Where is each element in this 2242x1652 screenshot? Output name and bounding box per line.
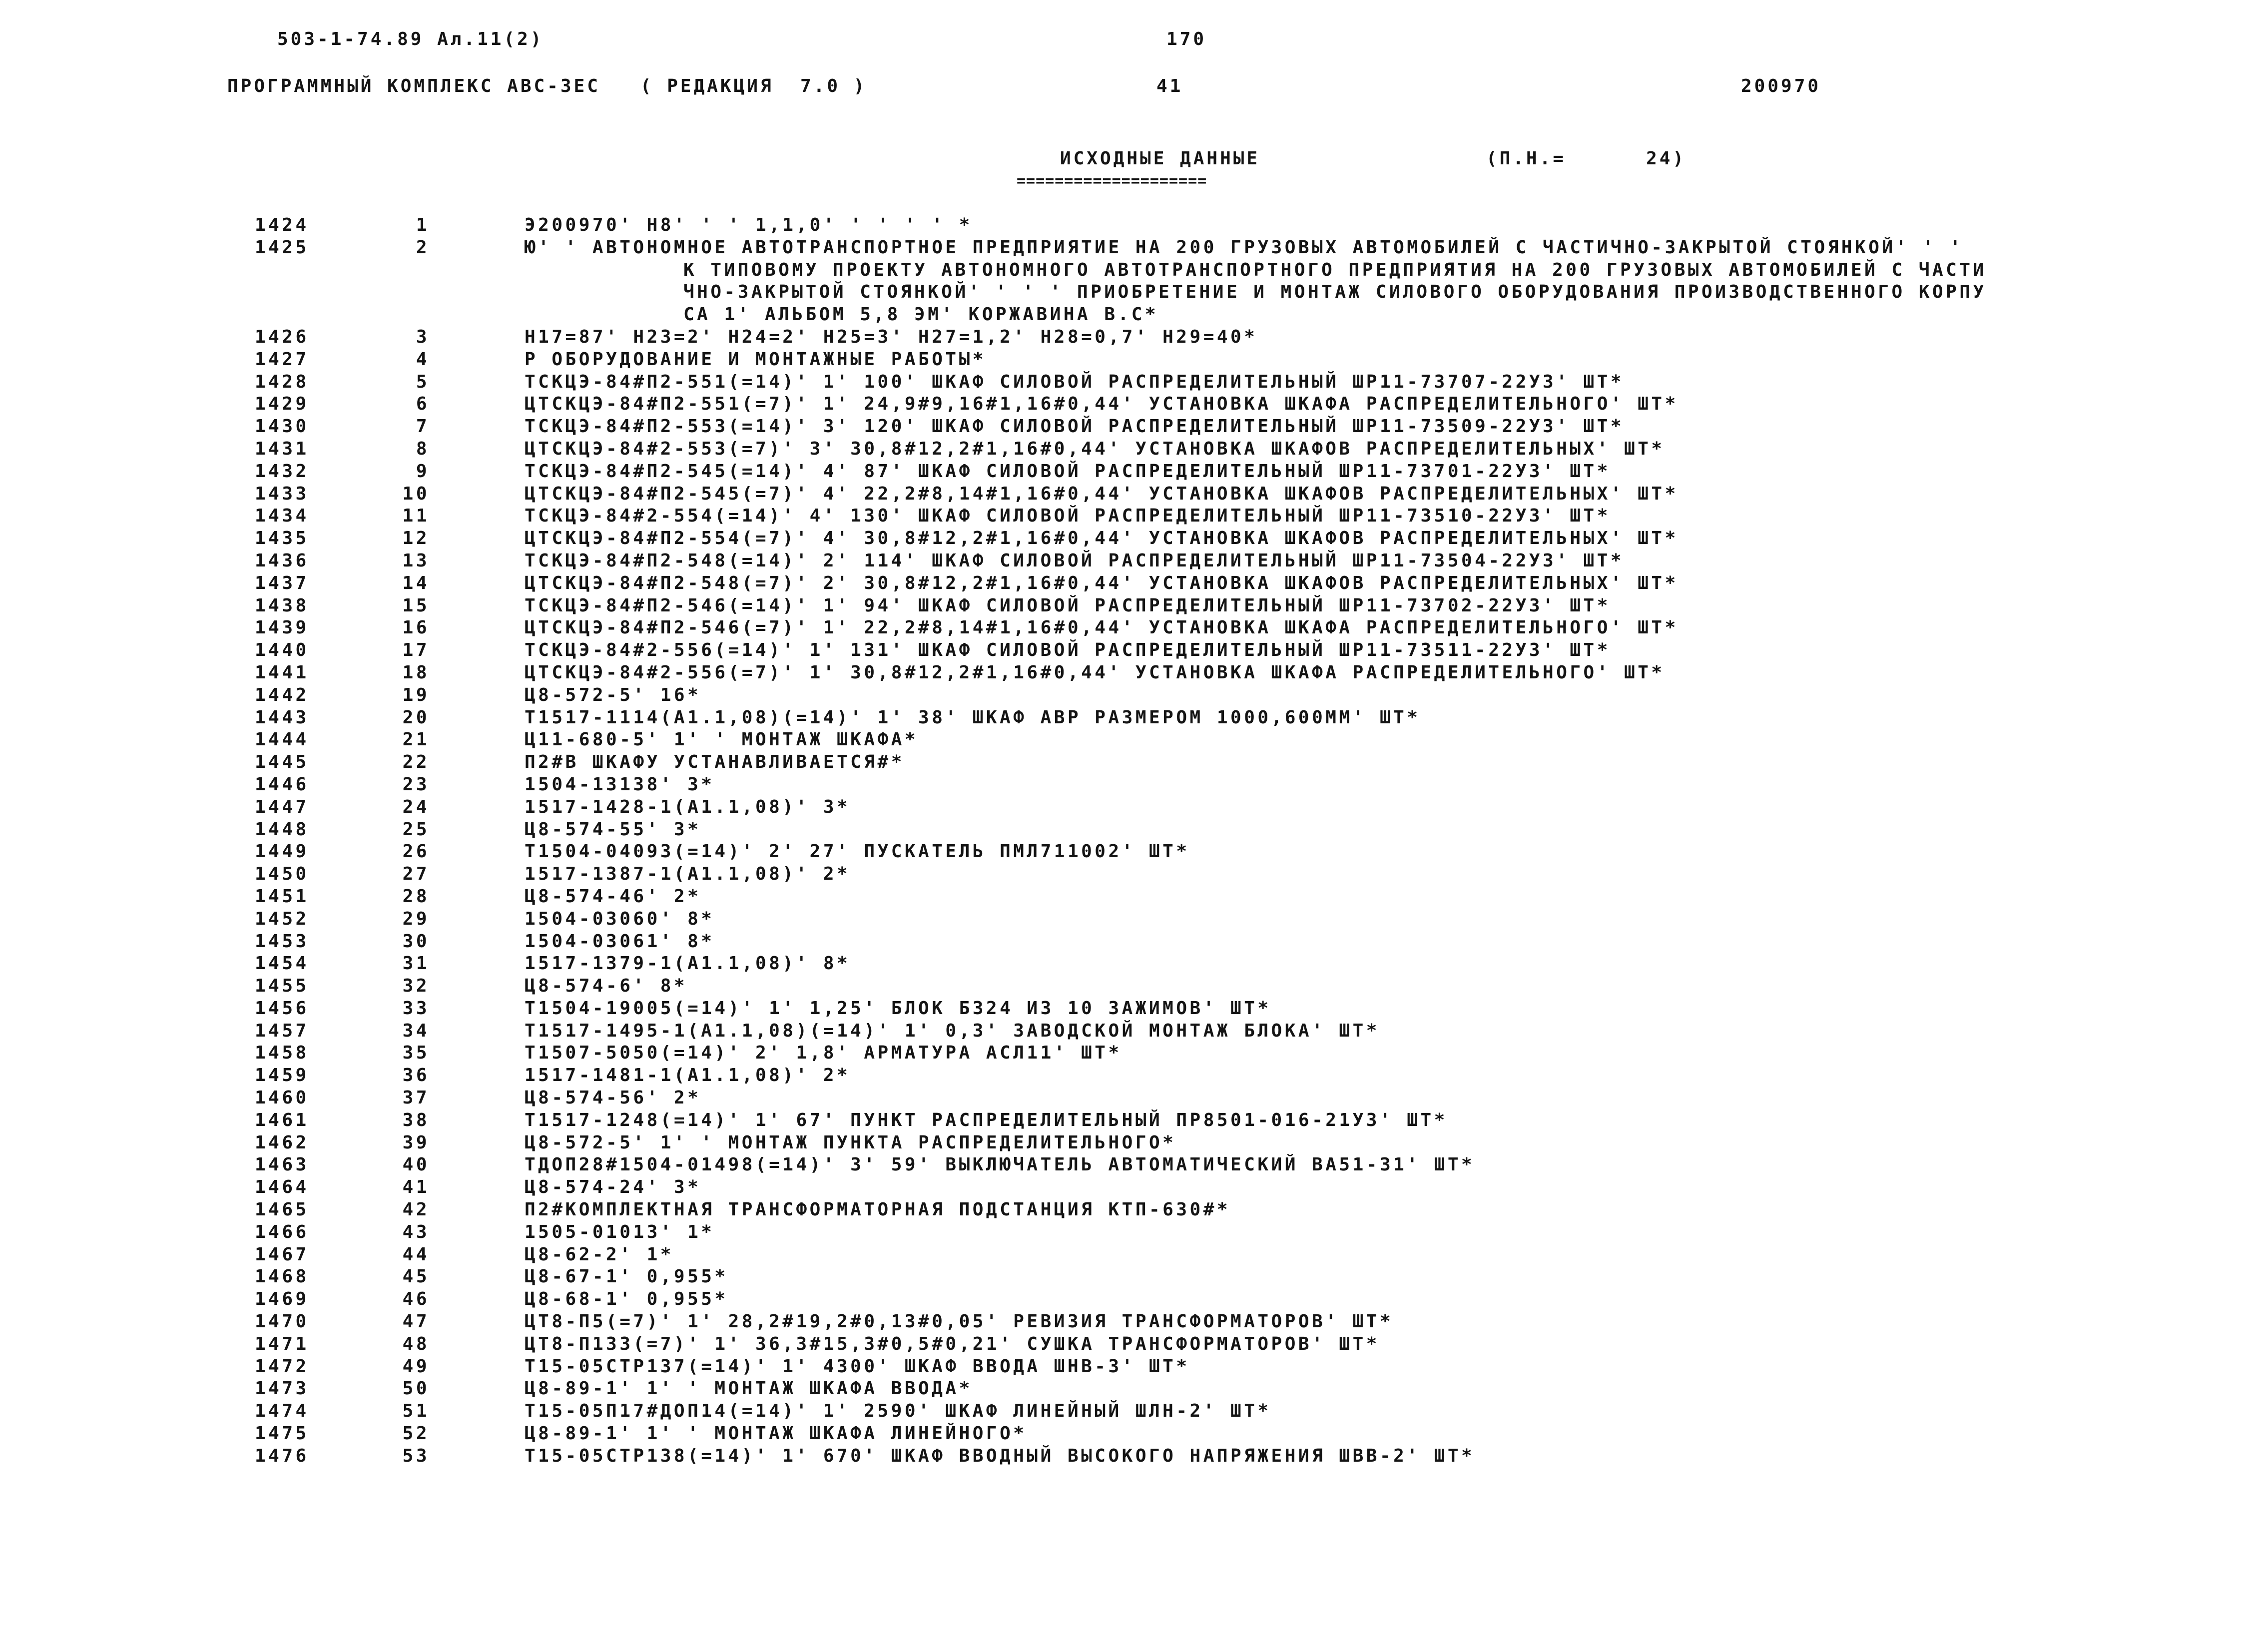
statement-number: 23 (402, 774, 430, 795)
statement-number: 53 (402, 1445, 430, 1466)
line-number: 1465 (255, 1199, 309, 1220)
line-number: 1441 (255, 662, 309, 683)
line-number: 1436 (255, 550, 309, 571)
statement-text: Ц8-574-46' 2* (525, 886, 701, 907)
statement-text: 1517-1379-1(А1.1,08)' 8* (525, 953, 851, 974)
line-number: 1426 (255, 326, 309, 347)
statement-number: 44 (402, 1244, 430, 1265)
statement-text: Ц8-574-6' 8* (525, 976, 688, 997)
line-number: 1443 (255, 707, 309, 728)
statement-number: 42 (402, 1199, 430, 1220)
statement-number: 50 (402, 1378, 430, 1399)
statement-number: 35 (402, 1043, 430, 1064)
statement-number: 16 (402, 617, 430, 638)
statement-number: 28 (402, 886, 430, 907)
line-number: 1463 (255, 1154, 309, 1175)
line-number: 1442 (255, 684, 309, 705)
statement-number: 36 (402, 1065, 430, 1086)
line-number: 1445 (255, 752, 309, 773)
statement-number: 24 (402, 796, 430, 817)
statement-number: 48 (402, 1333, 430, 1354)
statement-text: ТСКЦЭ-84#П2-551(=14)' 1' 100' ШКАФ СИЛОВОЙ РАСПРЕДЕЛИТЕЛЬНЫЙ ШР11-73707-22У3' ШТ* (525, 371, 1625, 392)
line-number: 1468 (255, 1266, 309, 1287)
line-number: 1432 (255, 461, 309, 482)
line-number: 1453 (255, 931, 309, 952)
line-number: 1438 (255, 595, 309, 616)
line-number: 1473 (255, 1378, 309, 1399)
line-number: 1424 (255, 215, 309, 235)
statement-text: Ц8-574-24' 3* (525, 1177, 701, 1198)
document-number: 200970 (1741, 76, 1821, 96)
statement-number: 17 (402, 640, 430, 661)
line-number: 1458 (255, 1043, 309, 1064)
statement-number: 12 (402, 528, 430, 549)
statement-text: СА 1' АЛЬБОМ 5,8 ЭМ' КОРЖАВИНА В.С* (683, 304, 1159, 325)
statement-number: 21 (402, 729, 430, 750)
statement-text: Ц8-89-1' 1' ' МОНТАЖ ШКАФА ЛИНЕЙНОГО* (525, 1423, 1027, 1444)
statement-text: Ц8-572-5' 16* (525, 684, 701, 705)
statement-number: 15 (402, 595, 430, 616)
statement-number: 8 (416, 438, 430, 459)
line-number: 1435 (255, 528, 309, 549)
statement-number: 18 (402, 662, 430, 683)
statement-text: Т15-05П17#ДОП14(=14)' 1' 2590' ШКАФ ЛИНЕЙНЫЙ ШЛН-2' ШТ* (525, 1401, 1271, 1422)
statement-number: 7 (416, 416, 430, 437)
line-number: 1476 (255, 1445, 309, 1466)
statement-text: 1517-1387-1(А1.1,08)' 2* (525, 864, 851, 885)
statement-text: 1517-1481-1(А1.1,08)' 2* (525, 1065, 851, 1086)
statement-text: Ц8-89-1' 1' ' МОНТАЖ ШКАФА ВВОДА* (525, 1378, 973, 1399)
statement-text: Т15-05СТР138(=14)' 1' 670' ШКАФ ВВОДНЫЙ ВЫСОКОГО НАПРЯЖЕНИЯ ШВВ-2' ШТ* (525, 1445, 1475, 1466)
line-number: 1446 (255, 774, 309, 795)
line-number: 1431 (255, 438, 309, 459)
statement-text: Ц8-574-56' 2* (525, 1088, 701, 1108)
statement-number: 3 (416, 326, 430, 347)
statement-text: ТСКЦЭ-84#П2-548(=14)' 2' 114' ШКАФ СИЛОВОЙ РАСПРЕДЕЛИТЕЛЬНЫЙ ШР11-73504-22У3' ШТ* (525, 550, 1625, 571)
statement-number: 29 (402, 908, 430, 929)
statement-number: 49 (402, 1356, 430, 1377)
statement-text: Ц8-62-2' 1* (525, 1244, 674, 1265)
line-number: 1449 (255, 841, 309, 862)
statement-text: Т1517-1248(=14)' 1' 67' ПУНКТ РАСПРЕДЕЛИТЕЛЬНЫЙ ПР8501-016-21У3' ШТ* (525, 1109, 1448, 1130)
statement-number: 32 (402, 976, 430, 997)
statement-text: ЧНО-ЗАКРЫТОЙ СТОЯНКОЙ' ' ' ' ПРИОБРЕТЕНИЕ И МОНТАЖ СИЛОВОГО ОБОРУДОВАНИЯ ПРОИЗВОДСТВЕННОГО КОРПУ (683, 282, 1987, 303)
statement-text: Н17=87' Н23=2' Н24=2' Н25=3' Н27=1,2' Н28=0,7' Н29=40* (525, 326, 1258, 347)
line-number: 1451 (255, 886, 309, 907)
statement-number: 1 (416, 215, 430, 235)
statement-text: П2#КОМПЛЕКТНАЯ ТРАНСФОРМАТОРНАЯ ПОДСТАНЦИЯ КТП-630#* (525, 1199, 1231, 1220)
statement-number: 10 (402, 483, 430, 504)
statement-number: 33 (402, 998, 430, 1019)
line-number: 1439 (255, 617, 309, 638)
statement-text: Ц8-68-1' 0,955* (525, 1289, 728, 1310)
statement-number: 5 (416, 371, 430, 392)
line-number: 1440 (255, 640, 309, 661)
line-number: 1460 (255, 1088, 309, 1108)
statement-number: 38 (402, 1109, 430, 1130)
statement-text: П2#В ШКАФУ УСТАНАВЛИВАЕТСЯ#* (525, 752, 905, 773)
line-number: 1466 (255, 1221, 309, 1242)
statement-text: ЦТСКЦЭ-84#П2-551(=7)' 1' 24,9#9,16#1,16#0,44' УСТАНОВКА ШКАФА РАСПРЕДЕЛИТЕЛЬНОГО' ШТ* (525, 394, 1679, 415)
statement-number: 6 (416, 394, 430, 415)
statement-text: Ц8-574-55' 3* (525, 819, 701, 840)
statement-text: Т1517-1114(А1.1,08)(=14)' 1' 38' ШКАФ АВР РАЗМЕРОМ 1000,600ММ' ШТ* (525, 707, 1421, 728)
statement-text: ЦТСКЦЭ-84#П2-546(=7)' 1' 22,2#8,14#1,16#0,44' УСТАНОВКА ШКАФА РАСПРЕДЕЛИТЕЛЬНОГО' ШТ* (525, 617, 1679, 638)
statement-number: 4 (416, 349, 430, 370)
line-number: 1434 (255, 506, 309, 527)
line-number: 1459 (255, 1065, 309, 1086)
line-number: 1428 (255, 371, 309, 392)
page-number: 170 (1166, 29, 1207, 49)
section-pn: (П.Н.= 24) (1486, 148, 1686, 169)
line-number: 1430 (255, 416, 309, 437)
statement-text: ЦТ8-П5(=7)' 1' 28,2#19,2#0,13#0,05' РЕВИЗИЯ ТРАНСФОРМАТОРОВ' ШТ* (525, 1311, 1394, 1332)
statement-text: Т1517-1495-1(А1.1,08)(=14)' 1' 0,3' ЗАВОДСКОЙ МОНТАЖ БЛОКА' ШТ* (525, 1020, 1380, 1041)
line-number: 1425 (255, 237, 309, 258)
statement-number: 34 (402, 1020, 430, 1041)
line-number: 1427 (255, 349, 309, 370)
statement-text: 1504-03060' 8* (525, 908, 715, 929)
statement-text: ЦТСКЦЭ-84#П2-545(=7)' 4' 22,2#8,14#1,16#0,44' УСТАНОВКА ШКАФОВ РАСПРЕДЕЛИТЕЛЬНЫХ' ШТ* (525, 483, 1679, 504)
statement-number: 19 (402, 684, 430, 705)
statement-number: 31 (402, 953, 430, 974)
statement-number: 13 (402, 550, 430, 571)
line-number: 1455 (255, 976, 309, 997)
line-number: 1474 (255, 1401, 309, 1422)
statement-text: Р ОБОРУДОВАНИЕ И МОНТАЖНЫЕ РАБОТЫ* (525, 349, 986, 370)
statement-number: 37 (402, 1088, 430, 1108)
statement-text: ЦТ8-П133(=7)' 1' 36,3#15,3#0,5#0,21' СУШКА ТРАНСФОРМАТОРОВ' ШТ* (525, 1333, 1380, 1354)
statement-text: ЦТСКЦЭ-84#2-553(=7)' 3' 30,8#12,2#1,16#0,44' УСТАНОВКА ШКАФОВ РАСПРЕДЕЛИТЕЛЬНЫХ' ШТ* (525, 438, 1665, 459)
statement-text: ТСКЦЭ-84#2-554(=14)' 4' 130' ШКАФ СИЛОВОЙ РАСПРЕДЕЛИТЕЛЬНЫЙ ШР11-73510-22У3' ШТ* (525, 506, 1611, 527)
statement-number: 45 (402, 1266, 430, 1287)
statement-number: 47 (402, 1311, 430, 1332)
statement-number: 46 (402, 1289, 430, 1310)
statement-text: ТСКЦЭ-84#2-556(=14)' 1' 131' ШКАФ СИЛОВОЙ РАСПРЕДЕЛИТЕЛЬНЫЙ ШР11-73511-22У3' ШТ* (525, 640, 1611, 661)
statement-text: 1517-1428-1(А1.1,08)' 3* (525, 796, 851, 817)
section-title: ИСХОДНЫЕ ДАННЫЕ (1060, 148, 1260, 169)
section-underline: ==================== (1017, 172, 1207, 190)
statement-text: ТСКЦЭ-84#П2-545(=14)' 4' 87' ШКАФ СИЛОВОЙ РАСПРЕДЕЛИТЕЛЬНЫЙ ШР11-73701-22У3' ШТ* (525, 461, 1611, 482)
line-number: 1461 (255, 1109, 309, 1130)
statement-text: Ц11-680-5' 1' ' МОНТАЖ ШКАФА* (525, 729, 919, 750)
statement-number: 40 (402, 1154, 430, 1175)
statement-text: 1504-03061' 8* (525, 931, 715, 952)
line-number: 1457 (255, 1020, 309, 1041)
statement-number: 39 (402, 1132, 430, 1153)
statement-text: Т1504-19005(=14)' 1' 1,25' БЛОК Б324 ИЗ 10 ЗАЖИМОВ' ШТ* (525, 998, 1271, 1019)
line-number: 1444 (255, 729, 309, 750)
statement-number: 9 (416, 461, 430, 482)
line-number: 1433 (255, 483, 309, 504)
line-number: 1450 (255, 864, 309, 885)
line-number: 1470 (255, 1311, 309, 1332)
statement-number: 30 (402, 931, 430, 952)
statement-text: 1504-13138' 3* (525, 774, 715, 795)
statement-text: 1505-01013' 1* (525, 1221, 715, 1242)
line-number: 1462 (255, 1132, 309, 1153)
line-number: 1464 (255, 1177, 309, 1198)
statement-text: Э200970' Н8' ' ' 1,1,0' ' ' ' ' * (525, 215, 973, 235)
statement-text: ТСКЦЭ-84#П2-546(=14)' 1' 94' ШКАФ СИЛОВОЙ РАСПРЕДЕЛИТЕЛЬНЫЙ ШР11-73702-22У3' ШТ* (525, 595, 1611, 616)
statement-text: Ц8-67-1' 0,955* (525, 1266, 728, 1287)
line-number: 1475 (255, 1423, 309, 1444)
document-code: 503-1-74.89 Ал.11(2) (277, 29, 544, 49)
statement-text: ЦТСКЦЭ-84#П2-548(=7)' 2' 30,8#12,2#1,16#0,44' УСТАНОВКА ШКАФОВ РАСПРЕДЕЛИТЕЛЬНЫХ' ШТ* (525, 572, 1679, 593)
statement-text: Ю' ' АВТОНОМНОЕ АВТОТРАНСПОРТНОЕ ПРЕДПРИЯТИЕ НА 200 ГРУЗОВЫХ АВТОМОБИЛЕЙ С ЧАСТИЧНО-ЗАКРЫТОЙ СТОЯНКОЙ' ' ' (525, 237, 1964, 258)
line-number: 1456 (255, 998, 309, 1019)
statement-number: 52 (402, 1423, 430, 1444)
statement-text: Т1504-04093(=14)' 2' 27' ПУСКАТЕЛЬ ПМЛ711002' ШТ* (525, 841, 1190, 862)
statement-text: Ц8-572-5' 1' ' МОНТАЖ ПУНКТА РАСПРЕДЕЛИТЕЛЬНОГО* (525, 1132, 1176, 1153)
line-number: 1467 (255, 1244, 309, 1265)
sheet-number: 41 (1156, 76, 1183, 96)
statement-text: ТСКЦЭ-84#П2-553(=14)' 3' 120' ШКАФ СИЛОВОЙ РАСПРЕДЕЛИТЕЛЬНЫЙ ШР11-73509-22У3' ШТ* (525, 416, 1625, 437)
statement-number: 11 (402, 506, 430, 527)
statement-number: 20 (402, 707, 430, 728)
program-name: ПРОГРАММНЫЙ КОМПЛЕКС АВС-ЗЕС ( РЕДАКЦИЯ 7.0 ) (227, 76, 867, 96)
statement-text: Т15-05СТР137(=14)' 1' 4300' ШКАФ ВВОДА ШНВ-3' ШТ* (525, 1356, 1190, 1377)
line-number: 1448 (255, 819, 309, 840)
line-number: 1454 (255, 953, 309, 974)
statement-number: 43 (402, 1221, 430, 1242)
statement-text: ТДОП28#1504-01498(=14)' 3' 59' ВЫКЛЮЧАТЕЛЬ АВТОМАТИЧЕСКИЙ ВА51-31' ШТ* (525, 1154, 1475, 1175)
statement-number: 27 (402, 864, 430, 885)
statement-number: 25 (402, 819, 430, 840)
statement-text: К ТИПОВОМУ ПРОЕКТУ АВТОНОМНОГО АВТОТРАНСПОРТНОГО ПРЕДПРИЯТИЯ НА 200 ГРУЗОВЫХ АВТОМОБИЛЕЙ С ЧАСТИ (683, 259, 1987, 280)
statement-number: 2 (416, 237, 430, 258)
statement-number: 26 (402, 841, 430, 862)
statement-number: 22 (402, 752, 430, 773)
statement-number: 41 (402, 1177, 430, 1198)
line-number: 1447 (255, 796, 309, 817)
line-number: 1429 (255, 394, 309, 415)
statement-text: Т1507-5050(=14)' 2' 1,8' АРМАТУРА АСЛ11' ШТ* (525, 1043, 1122, 1064)
line-number: 1452 (255, 908, 309, 929)
line-number: 1471 (255, 1333, 309, 1354)
statement-text: ЦТСКЦЭ-84#2-556(=7)' 1' 30,8#12,2#1,16#0,44' УСТАНОВКА ШКАФА РАСПРЕДЕЛИТЕЛЬНОГО' ШТ* (525, 662, 1665, 683)
line-number: 1469 (255, 1289, 309, 1310)
statement-number: 51 (402, 1401, 430, 1422)
line-number: 1437 (255, 572, 309, 593)
line-number: 1472 (255, 1356, 309, 1377)
statement-number: 14 (402, 572, 430, 593)
statement-text: ЦТСКЦЭ-84#П2-554(=7)' 4' 30,8#12,2#1,16#0,44' УСТАНОВКА ШКАФОВ РАСПРЕДЕЛИТЕЛЬНЫХ' ШТ* (525, 528, 1679, 549)
